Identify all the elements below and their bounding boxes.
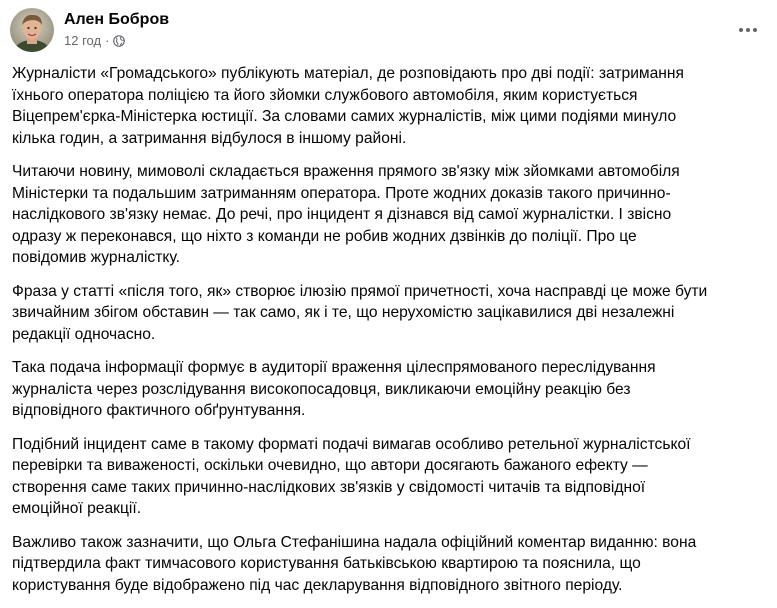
post-paragraph: Подібний інцидент саме в такому форматі подачі вимагав особливо ретельної журналістської перевірки та виваженості, оскільки очевидно, що автори досягають бажаного ефекту — створення саме таких причинно-наслідкових зв'язків у свідомості читачів та відповідної емоційної реакції. — [12, 435, 691, 517]
post-paragraph: Така подача інформації формує в аудиторії враження цілеспрямованого переслідування журналіста через розслідування високопосадовця, викликаючи емоційну реакцію без відповідного фактичного обґрунтування. — [12, 359, 656, 419]
avatar[interactable] — [10, 8, 54, 52]
globe-icon[interactable] — [113, 35, 125, 47]
post-paragraph: Читаючи новину, мимоволі складається враження прямого зв'язку між зйомками автомобіля Міністерки та подальшим затриманням оператора. Проте жодних доказів такого причинно- наслідкового зв'язку немає. До речі, про інцидент я дізнався від самої журналістки. І звісно одразу ж переконався, що ніхто з команди не робив жодних дзвінків до поліції. Про це повідомив журналістку. — [12, 163, 680, 266]
post-time[interactable]: 12 год — [64, 33, 102, 48]
post-header — [10, 5, 169, 55]
more-options-button[interactable] — [733, 14, 763, 44]
post-subline — [64, 32, 169, 50]
post-paragraph: Важливо також зазначити, що Ольга Стефанішина надала офіційний коментар виданню: вона підтвердила факт тимчасового користування батьківською квартирою та пояснила, що користування буде відображено під час декларування відповідного звітного періоду. — [12, 533, 697, 594]
post-paragraph: Журналісти «Громадського» публікують матеріал, де розповідають про дві події: затримання їхнього оператора поліцією та його зйомки службового автомобіля, яким користується Віцепрем'єрка-Міністерка юстиції. За словами самих журналістів, між цими подіями минуло кілька годин, а затримання відбулося в іншому районі. — [12, 65, 684, 147]
post-content — [12, 63, 757, 608]
more-horizontal-icon — [738, 20, 758, 38]
post-paragraph: Фраза у статті «після того, як» створює ілюзію прямої причетності, хоча насправді це може бути звичайним збігом обставин — так само, як і те, що нерухомістю зацікавилися дві незалежні редакції одночасно. — [12, 282, 708, 343]
separator-dot: · — [105, 33, 110, 48]
avatar-image — [10, 8, 54, 52]
author-name[interactable]: Ален Бобров — [64, 11, 170, 28]
post-meta — [64, 10, 169, 50]
